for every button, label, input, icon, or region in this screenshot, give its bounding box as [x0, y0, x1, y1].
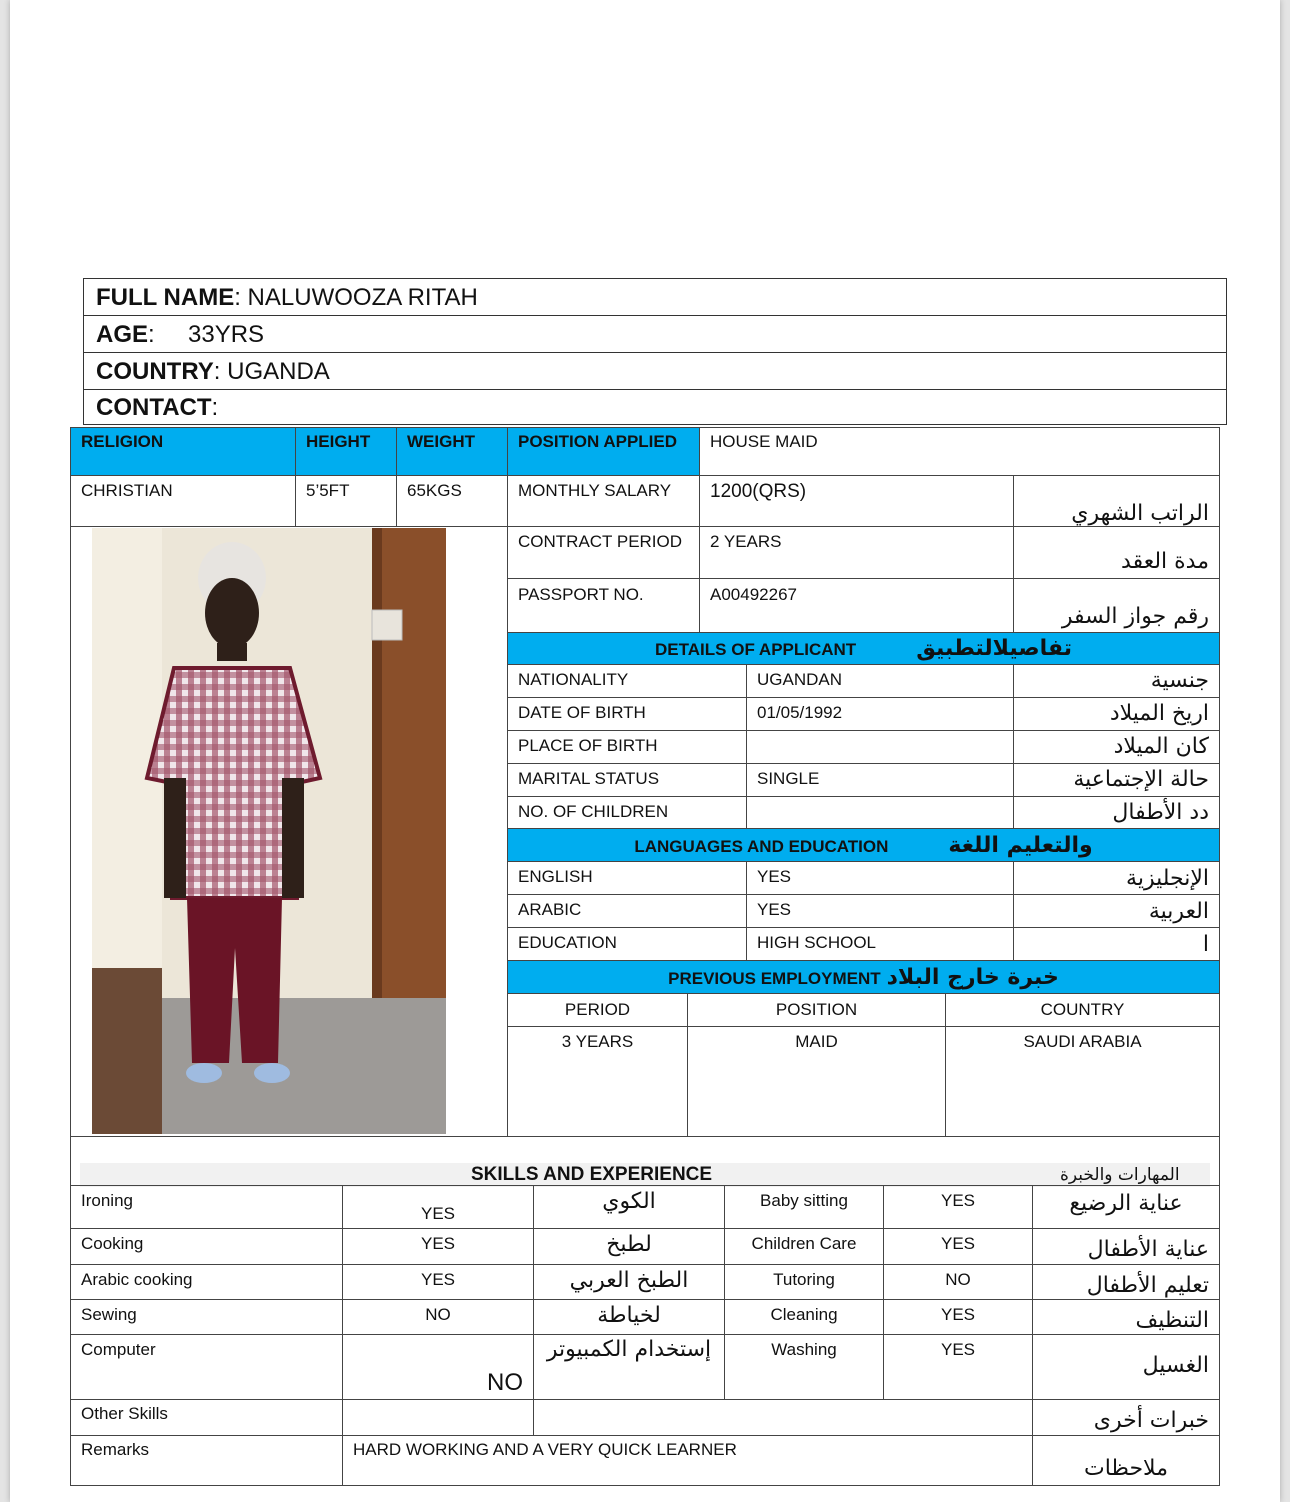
skill-right-label: Washing — [724, 1334, 884, 1400]
skill-left-value: NO — [342, 1299, 534, 1335]
language-row-arabic: العربية — [1013, 894, 1220, 928]
details-row-label: MARITAL STATUS — [507, 763, 747, 797]
details-row-arabic: جنسية — [1013, 664, 1220, 698]
skill-left-label: Sewing — [70, 1299, 343, 1335]
skills-title: SKILLS AND EXPERIENCE — [471, 1164, 713, 1185]
skill-left-label: Cooking — [70, 1228, 343, 1265]
details-band — [507, 632, 1220, 665]
remarks-label: Remarks — [70, 1435, 343, 1486]
age-row — [84, 316, 1226, 353]
details-row-value: SINGLE — [746, 763, 1014, 797]
full-name-value: : NALUWOOZA RITAH — [234, 284, 478, 311]
details-row-arabic: كان الميلاد — [1013, 730, 1220, 764]
language-row-value: YES — [746, 894, 1014, 928]
skill-right-value: YES — [883, 1299, 1033, 1335]
details-row-label: NO. OF CHILDREN — [507, 796, 747, 830]
document-page — [10, 0, 1280, 1502]
details-row-value: UGANDAN — [746, 664, 1014, 698]
weight-value: 65KGS — [396, 475, 508, 527]
skill-left-arabic: الطبخ العربي — [533, 1264, 725, 1300]
applicant-photo — [92, 528, 446, 1134]
skill-left-arabic: لطبخ — [533, 1228, 725, 1265]
full-name-row — [84, 279, 1226, 316]
other-skills-label: Other Skills — [70, 1399, 343, 1436]
skill-right-label: Tutoring — [724, 1264, 884, 1300]
skill-right-arabic: التنظيف — [1032, 1299, 1220, 1335]
employment-band — [507, 960, 1220, 994]
position-value: HOUSE MAID — [699, 427, 1220, 476]
contract-arabic: مدة العقد — [1013, 526, 1220, 579]
contact-row — [84, 389, 1226, 426]
skill-left-arabic: الكوي — [533, 1185, 725, 1229]
skill-right-arabic: تعليم الأطفال — [1032, 1264, 1220, 1300]
height-value: 5’5FT — [295, 475, 397, 527]
skill-left-label: Arabic cooking — [70, 1264, 343, 1300]
header-block — [83, 278, 1227, 425]
skill-right-arabic: الغسيل — [1032, 1334, 1220, 1400]
religion-value: CHRISTIAN — [70, 475, 296, 527]
contract-value: 2 YEARS — [699, 526, 1014, 579]
employment-country: SAUDI ARABIA — [945, 1026, 1220, 1137]
skill-left-value: YES — [342, 1185, 534, 1229]
skill-right-label: Cleaning — [724, 1299, 884, 1335]
passport-arabic: رقم جواز السفر — [1013, 578, 1220, 633]
details-row-value: 01/05/1992 — [746, 697, 1014, 731]
skill-left-value: YES — [342, 1228, 534, 1265]
employment-period: 3 YEARS — [507, 1026, 688, 1137]
skill-left-value: YES — [342, 1264, 534, 1300]
skills-title-arabic: المهارات والخبرة — [1060, 1165, 1180, 1185]
remarks-arabic: ملاحظات — [1032, 1435, 1220, 1486]
language-row-value: HIGH SCHOOL — [746, 927, 1014, 961]
country-label: COUNTRY — [96, 358, 214, 385]
salary-arabic: الراتب الشهري — [1013, 475, 1220, 527]
details-row-value — [746, 730, 1014, 764]
details-row-arabic: دد الأطفال — [1013, 796, 1220, 830]
skill-right-label: Baby sitting — [724, 1185, 884, 1229]
contact-value: : — [211, 394, 219, 421]
skill-right-value: YES — [883, 1334, 1033, 1400]
position-header: POSITION APPLIED — [507, 427, 700, 476]
remarks-value: HARD WORKING AND A VERY QUICK LEARNER — [342, 1435, 1033, 1486]
skill-left-arabic: إستخدام الكمبيوتر — [533, 1334, 725, 1400]
details-row-arabic: حالة الإجتماعية — [1013, 763, 1220, 797]
details-title-arabic: تفاصيلالتطبيق — [916, 636, 1072, 661]
skill-right-arabic: عناية الرضيع — [1032, 1185, 1220, 1229]
skill-left-value: NO — [342, 1334, 534, 1400]
language-row-value: YES — [746, 861, 1014, 895]
details-row-value — [746, 796, 1014, 830]
skill-left-label: Ironing — [70, 1185, 343, 1229]
country-value: : UGANDA — [213, 358, 330, 385]
age-label: AGE — [96, 321, 149, 348]
skill-right-value: YES — [883, 1185, 1033, 1229]
skill-right-value: YES — [883, 1228, 1033, 1265]
country-row — [84, 353, 1226, 390]
skill-left-arabic: لخياطة — [533, 1299, 725, 1335]
full-name-label: FULL NAME — [96, 284, 235, 311]
passport-value: A00492267 — [699, 578, 1014, 633]
employment-period-header: PERIOD — [507, 993, 688, 1027]
salary-value: 1200(QRS) — [699, 475, 1014, 527]
employment-title-arabic: خبرة خارج البلاد — [886, 965, 1059, 990]
other-skills-value — [342, 1399, 534, 1436]
employment-position: MAID — [687, 1026, 946, 1137]
language-row-label: ENGLISH — [507, 861, 747, 895]
details-title: DETAILS OF APPLICANT — [655, 640, 857, 659]
skill-right-value: NO — [883, 1264, 1033, 1300]
language-row-arabic: الإنجليزية — [1013, 861, 1220, 895]
contact-label: CONTACT — [96, 394, 212, 421]
passport-label: PASSPORT NO. — [507, 578, 700, 633]
language-row-label: ARABIC — [507, 894, 747, 928]
employment-title: PREVIOUS EMPLOYMENT — [668, 969, 881, 988]
details-row-label: PLACE OF BIRTH — [507, 730, 747, 764]
skill-left-label: Computer — [70, 1334, 343, 1400]
skill-right-label: Children Care — [724, 1228, 884, 1265]
other-skills-extra — [533, 1399, 1033, 1436]
language-row-arabic: ا — [1013, 927, 1220, 961]
salary-label: MONTHLY SALARY — [507, 475, 700, 527]
details-row-label: DATE OF BIRTH — [507, 697, 747, 731]
weight-header: WEIGHT — [396, 427, 508, 476]
height-header: HEIGHT — [295, 427, 397, 476]
employment-country-header: COUNTRY — [945, 993, 1220, 1027]
languages-title-arabic: والتعليم اللغة — [948, 833, 1093, 858]
languages-title: LANGUAGES AND EDUCATION — [634, 837, 889, 856]
contract-label: CONTRACT PERIOD — [507, 526, 700, 579]
age-value: : 33YRS — [148, 321, 265, 348]
other-skills-arabic: خبرات أخرى — [1032, 1399, 1220, 1436]
details-row-label: NATIONALITY — [507, 664, 747, 698]
religion-header: RELIGION — [70, 427, 296, 476]
employment-position-header: POSITION — [687, 993, 946, 1027]
languages-band — [507, 828, 1220, 862]
skill-right-arabic: عناية الأطفال — [1032, 1228, 1220, 1265]
applicant-photo-illustration — [92, 528, 446, 1134]
language-row-label: EDUCATION — [507, 927, 747, 961]
details-row-arabic: اريخ الميلاد — [1013, 697, 1220, 731]
